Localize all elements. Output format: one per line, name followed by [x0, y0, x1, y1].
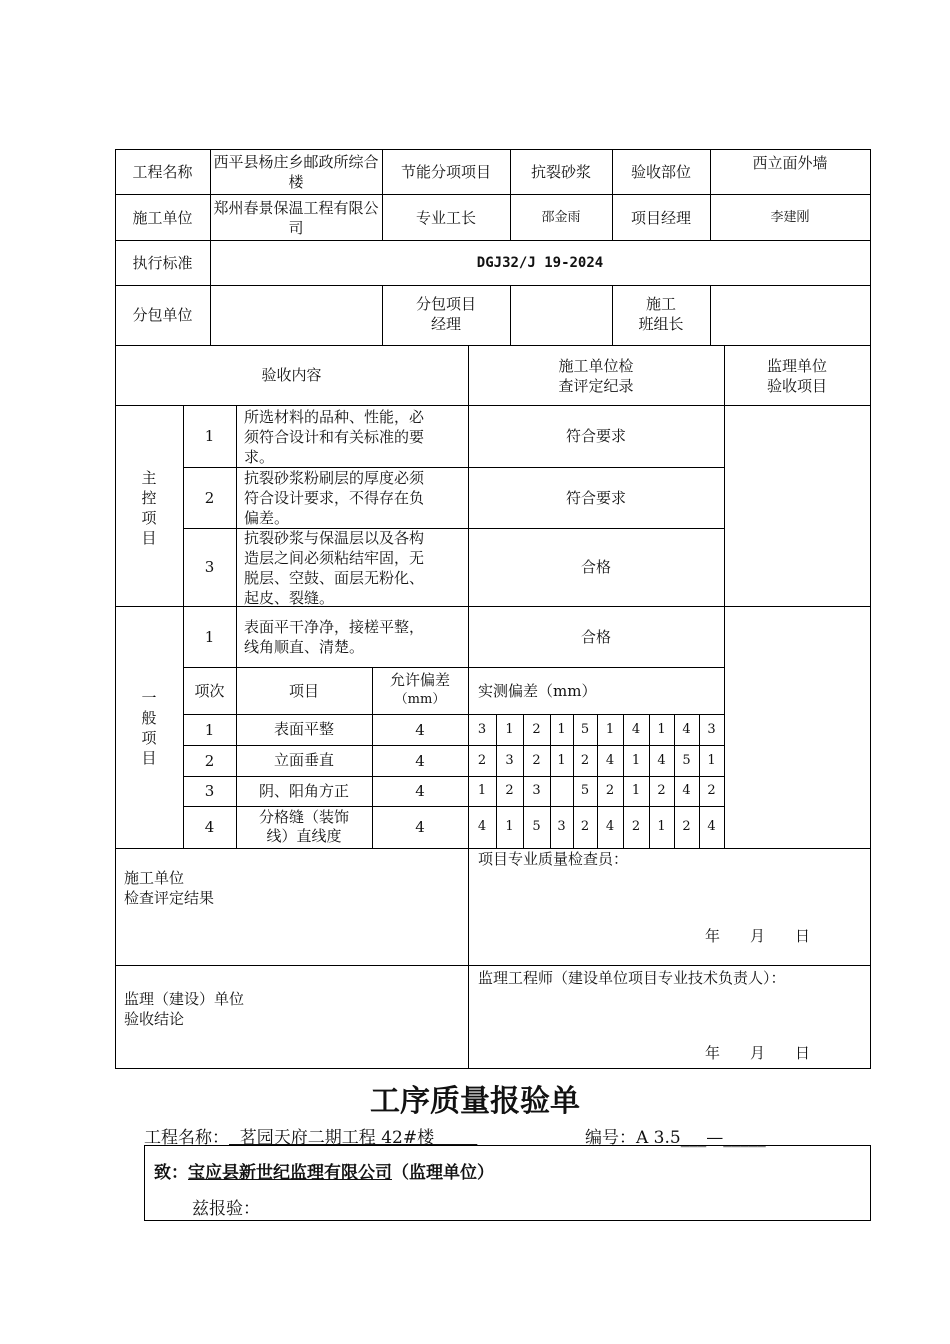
contractor-result-label: 施工单位 检查评定结果 [124, 869, 215, 907]
measure-value: 2 [605, 783, 615, 798]
measure-value: 5 [532, 819, 541, 834]
general-item-no: 1 [204, 627, 215, 646]
measure-row-tolerance: 4 [415, 818, 425, 836]
report-text: 兹报验： [192, 1199, 260, 1219]
main-item-result: 符合要求 [565, 488, 626, 507]
measure-row-item-line: 分格缝（装饰 [258, 808, 349, 826]
subcontractor-value [210, 285, 382, 345]
measure-value: 1 [557, 752, 566, 768]
report-number-value: A 3.5___—_____ [636, 1128, 766, 1148]
main-item-no: 3 [204, 558, 215, 576]
measure-value: 1 [557, 721, 566, 737]
measure-value: 2 [532, 721, 541, 737]
content-header: 验收内容 [261, 366, 322, 384]
report-project-label: 工程名称： [144, 1128, 229, 1148]
report-project-value: 茗园天府二期工程 42#楼 [229, 1128, 478, 1148]
report-to-suffix: （监理单位） [392, 1163, 494, 1183]
pm-value: 李建刚 [770, 209, 810, 225]
measure-value: 5 [580, 783, 590, 798]
main-item-no: 2 [204, 488, 215, 507]
date-1: 年 月 日 [705, 927, 811, 945]
measure-value: 2 [707, 783, 716, 798]
measure-row-tolerance: 4 [415, 720, 425, 739]
measure-row-item [236, 776, 372, 806]
measure-row-item-line: 表面平整 [273, 720, 334, 738]
measure-value: 1 [505, 819, 514, 834]
contractor-check-header: 施工单位检 查评定纪录 [558, 357, 634, 395]
measure-measured-header: 实测偏差（mm） [478, 681, 597, 700]
table-rule [115, 1068, 871, 1069]
measure-value: 1 [707, 752, 716, 768]
general-item-result: 合格 [580, 627, 611, 646]
sub-item-label: 节能分项项目 [400, 162, 491, 181]
measure-value: 1 [631, 783, 641, 798]
general-item-content: 表面平干净净，接槎平整， 线角顺直、清楚。 [244, 618, 425, 656]
acceptance-part-value: 西立面外墙 [752, 154, 828, 172]
measure-value: 4 [477, 819, 487, 834]
contractor-label: 施工单位 [132, 208, 193, 227]
measure-value: 2 [580, 752, 590, 768]
project-name-value: 西平县杨庄乡邮政所综合楼 [213, 153, 379, 191]
table-rule [115, 965, 871, 966]
foreman-value: 邵金雨 [541, 209, 581, 225]
measure-value: 1 [605, 721, 615, 737]
measure-value: 1 [505, 721, 514, 737]
acceptance-part-label: 验收部位 [630, 162, 691, 181]
measure-row-seq: 2 [204, 751, 215, 770]
measure-row-item-line: 线）直线度 [266, 827, 342, 845]
measure-value: 2 [505, 783, 514, 798]
measure-row-seq: 4 [204, 818, 215, 836]
team-leader-label: 施工 班组长 [638, 295, 684, 333]
measure-value: 1 [657, 819, 666, 834]
report-to-unit: 宝应县新世纪监理有限公司 [188, 1163, 392, 1183]
supervisor-engineer-label: 监理工程师（建设单位项目专业技术负责人）： [478, 969, 786, 987]
measure-value [550, 776, 573, 806]
measure-value: 5 [580, 721, 590, 737]
main-item-content: 所选材料的品种、性能，必 须符合设计和有关标准的要 求。 [244, 408, 425, 466]
sub-pm-label: 分包项目 经理 [415, 295, 476, 333]
measure-value: 3 [505, 752, 514, 768]
measure-row-seq: 3 [204, 782, 215, 800]
measure-row-tolerance: 4 [415, 782, 425, 800]
measure-value: 2 [631, 819, 641, 834]
project-name-label: 工程名称 [132, 162, 193, 181]
measure-value: 4 [682, 721, 691, 737]
measure-value: 4 [682, 783, 691, 798]
main-control-group-label: 主 控 项 目 [141, 469, 157, 547]
table-rule [710, 285, 711, 346]
measure-row-tolerance: 4 [415, 751, 425, 770]
quality-inspector-label: 项目专业质量检查员： [478, 850, 629, 868]
measure-value: 5 [682, 752, 691, 768]
date-2: 年 月 日 [705, 1044, 811, 1062]
measure-row-item-line: 立面垂直 [273, 751, 334, 769]
measure-item-header: 项目 [288, 681, 319, 700]
report-title: 工序质量报验单 [370, 1084, 580, 1119]
measure-value: 1 [631, 752, 641, 768]
measure-value: 4 [631, 721, 641, 737]
measure-value: 1 [657, 721, 666, 737]
measure-row-item [236, 745, 372, 776]
standard-value: DGJ32/J 19-2024 [476, 254, 604, 271]
sub-item-value: 抗裂砂浆 [530, 162, 591, 181]
supervisor-header: 监理单位 验收项目 [766, 357, 827, 395]
standard-label: 执行标准 [132, 253, 193, 272]
measure-value: 3 [707, 721, 716, 737]
main-item-result: 符合要求 [565, 427, 626, 445]
report-number-label: 编号： [585, 1128, 636, 1148]
report-to-label: 致： [154, 1163, 188, 1183]
pm-label: 项目经理 [630, 208, 691, 227]
measure-row-item [236, 714, 372, 745]
general-group-label: 一 般 项 目 [141, 689, 157, 767]
measure-value: 4 [605, 819, 615, 834]
measure-value: 2 [657, 783, 666, 798]
measure-value: 4 [657, 752, 666, 768]
measure-value: 2 [580, 819, 590, 834]
subcontractor-label: 分包单位 [132, 306, 193, 324]
main-item-result: 合格 [580, 558, 611, 576]
measure-tolerance-header: 允许偏差 （mm） [389, 671, 450, 707]
foreman-label: 专业工长 [415, 208, 476, 227]
table-rule [724, 345, 725, 849]
measure-row-item [236, 806, 372, 848]
measure-value: 1 [477, 783, 487, 798]
table-rule [870, 149, 871, 1069]
measure-value: 3 [532, 783, 541, 798]
measure-value: 2 [532, 752, 541, 768]
contractor-value: 郑州春景保温工程有限公司 [213, 199, 379, 237]
main-item-content: 抗裂砂浆与保温层以及各构 造层之间必须粘结牢固，无 脱层、空鼓、面层无粉化、 起皮、裂缝。 [244, 529, 425, 607]
table-rule [510, 285, 511, 346]
main-item-content: 抗裂砂浆粉刷层的厚度必须 符合设计要求，不得存在负 偏差。 [244, 469, 425, 527]
measure-row-item-line: 阴、阳角方正 [258, 781, 349, 800]
measure-value: 2 [477, 752, 487, 768]
measure-row-seq: 1 [204, 720, 215, 739]
report-to-line [154, 1158, 494, 1183]
measure-value: 4 [707, 819, 716, 834]
supervisor-result-label: 监理（建设）单位 验收结论 [124, 990, 245, 1028]
measure-seq-header: 项次 [194, 681, 225, 700]
measure-value: 3 [557, 819, 566, 834]
measure-value: 3 [477, 721, 487, 737]
main-item-no: 1 [204, 427, 215, 445]
measure-value: 4 [605, 752, 615, 768]
measure-value: 2 [682, 819, 691, 834]
